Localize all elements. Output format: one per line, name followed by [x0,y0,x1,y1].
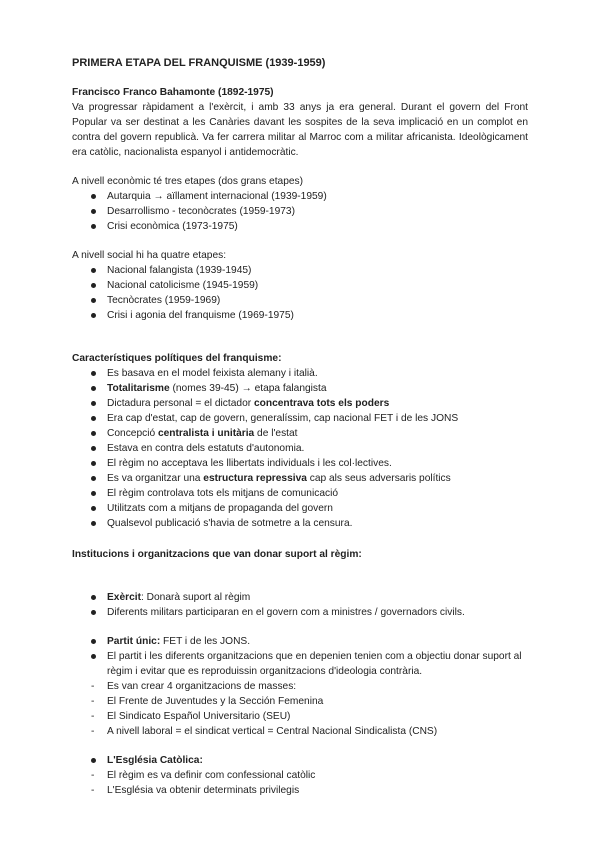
list-item [72,471,528,486]
list-item: Estava en contra dels estatuts d'autonomia. [72,441,528,456]
list-item [72,753,528,768]
list-item: Crisi econòmica (1973-1975) [72,219,528,234]
list-item: Era cap d'estat, cap de govern, generalíssim, cap nacional FET i de les JONS [72,411,528,426]
list-item [72,381,528,396]
dash-item: - A nivell laboral = el sindicat vertical = Central Nacional Sindicalista (CNS) [72,724,528,739]
list-item: El règim controlava tots els mitjans de comunicació [72,486,528,501]
list-item: Nacional falangista (1939-1945) [72,263,528,278]
bold-term: estructura repressiva [203,473,307,484]
social-list [72,263,528,323]
list-item: El partit i les diferents organitzacions que en depenien tenien com a objectiu donar suport al règim i evitar que es reproduissin organitzacions d'ideologia contrària. [72,649,528,679]
list-item [72,426,528,441]
item-text: : Donarà suport al règim [140,592,251,603]
dash-item: - Es van crear 4 organitzacions de masses: [72,679,528,694]
list-item: Crisi i agonia del franquisme (1969-1975) [72,308,528,323]
party-list [72,634,528,679]
dash-item: - El règim es va definir com confessional catòlic [72,768,528,783]
bold-term: Partit únic: [107,636,161,647]
list-item: Diferents militars participaran en el govern com a ministres / governadors civils. [72,605,528,620]
list-item: Tecnòcrates (1959-1969) [72,293,528,308]
list-item [72,396,528,411]
list-item [72,590,528,605]
list-item: Qualsevol publicació s'havia de sotmetre a la censura. [72,516,528,531]
list-item: Autarquia → aïllament internacional (1939-1959) [72,189,528,204]
economic-intro: A nivell econòmic té tres etapes (dos grans etapes) [72,176,304,187]
item-text: FET i de les JONS. [160,636,251,647]
bold-term: Totalitarisme [107,383,170,394]
church-list [72,753,528,768]
list-item: Utilitzats com a mitjans de propaganda del govern [72,501,528,516]
bold-term: Exèrcit [107,592,141,603]
political-heading: Característiques polítiques del franquisme: [72,353,282,364]
item-text: Dictadura personal = el dictador [107,398,254,409]
bio-paragraph: Va progressar ràpidament a l'exèrcit, i amb 33 anys ja era general. Durant el govern del Front Popular va ser destinat a les Canàries davant les sospites de la seva implicació en un complot en contra del govern republicà. Va fer carrera militar al Marroc com a militar africanista. Ideològicament era catòlic, nacionalista espanyol i antidemocràtic. [72,102,528,158]
bio-heading: Francisco Franco Bahamonte (1892-1975) [72,87,274,98]
item-text: Es va organitzar una [107,473,204,484]
bold-term: L'Església Catòlica: [107,755,203,766]
item-text: Concepció [107,428,158,439]
list-item: Es basava en el model feixista alemany i italià. [72,366,528,381]
dash-item: - El Frente de Juventudes y la Sección Femenina [72,694,528,709]
social-intro: A nivell social hi ha quatre etapes: [72,250,227,261]
page-title: PRIMERA ETAPA DEL FRANQUISME (1939-1959) [72,57,326,69]
party-dash-list [72,679,528,739]
item-text: (nomes 39-45) → etapa falangista [169,383,327,394]
political-list [72,366,528,531]
institutions-heading: Institucions i organitzacions que van donar suport al règim: [72,549,362,560]
list-item [72,634,528,649]
dash-item: - L'Església va obtenir determinats privilegis [72,783,528,798]
item-text: cap als seus adversaris polítics [306,473,451,484]
document-content [72,56,528,798]
army-list [72,590,528,620]
dash-item: - El Sindicato Español Universitario (SEU) [72,709,528,724]
list-item: El règim no acceptava les llibertats individuals i les col·lectives. [72,456,528,471]
economic-list [72,189,528,234]
bold-term: concentrava tots els poders [253,398,390,409]
bold-term: centralista i unitària [157,428,255,439]
church-dash-list [72,768,528,798]
list-item: Nacional catolicisme (1945-1959) [72,278,528,293]
list-item: Desarrollismo - teconòcrates (1959-1973) [72,204,528,219]
item-text: de l'estat [254,428,298,439]
